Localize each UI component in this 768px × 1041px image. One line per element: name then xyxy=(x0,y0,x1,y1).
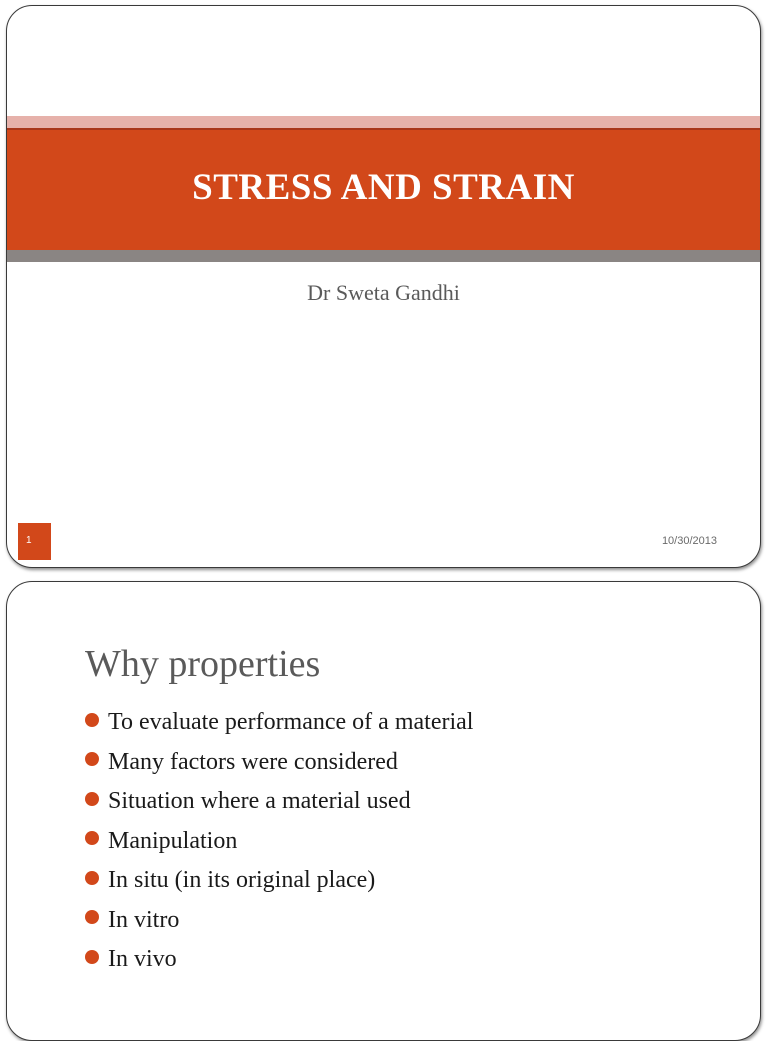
bullet-item xyxy=(85,782,473,822)
bullet-list xyxy=(85,703,473,980)
bottom-accent-band xyxy=(7,250,760,262)
slide-number-badge xyxy=(18,523,51,560)
bullet-text: Manipulation xyxy=(108,827,238,854)
bullet-text: Situation where a material used xyxy=(108,788,411,815)
slide-title: STRESS AND STRAIN xyxy=(192,166,575,208)
top-accent-band xyxy=(7,116,760,128)
bullet-icon xyxy=(85,831,99,845)
bullet-item xyxy=(85,703,473,743)
title-band xyxy=(7,128,760,250)
bullet-icon xyxy=(85,871,99,885)
bullet-icon xyxy=(85,950,99,964)
bullet-text: In situ (in its original place) xyxy=(108,867,376,894)
bullet-text: In vivo xyxy=(108,946,177,973)
bullet-item xyxy=(85,861,473,901)
bullet-item xyxy=(85,822,473,862)
slide-number: 1 xyxy=(26,535,32,546)
bullet-icon xyxy=(85,910,99,924)
slide-heading: Why properties xyxy=(85,643,321,685)
content-slide xyxy=(6,581,761,1041)
bullet-icon xyxy=(85,752,99,766)
slide-subtitle: Dr Sweta Gandhi xyxy=(307,280,460,305)
bullet-text: To evaluate performance of a material xyxy=(108,709,474,736)
bullet-icon xyxy=(85,713,99,727)
bullet-item xyxy=(85,743,473,783)
bullet-icon xyxy=(85,792,99,806)
bullet-text: Many factors were considered xyxy=(108,748,398,775)
bullet-item xyxy=(85,901,473,941)
bullet-text: In vitro xyxy=(108,906,180,933)
slide-date: 10/30/2013 xyxy=(661,535,717,547)
title-slide xyxy=(6,5,761,568)
bullet-item xyxy=(85,940,473,980)
